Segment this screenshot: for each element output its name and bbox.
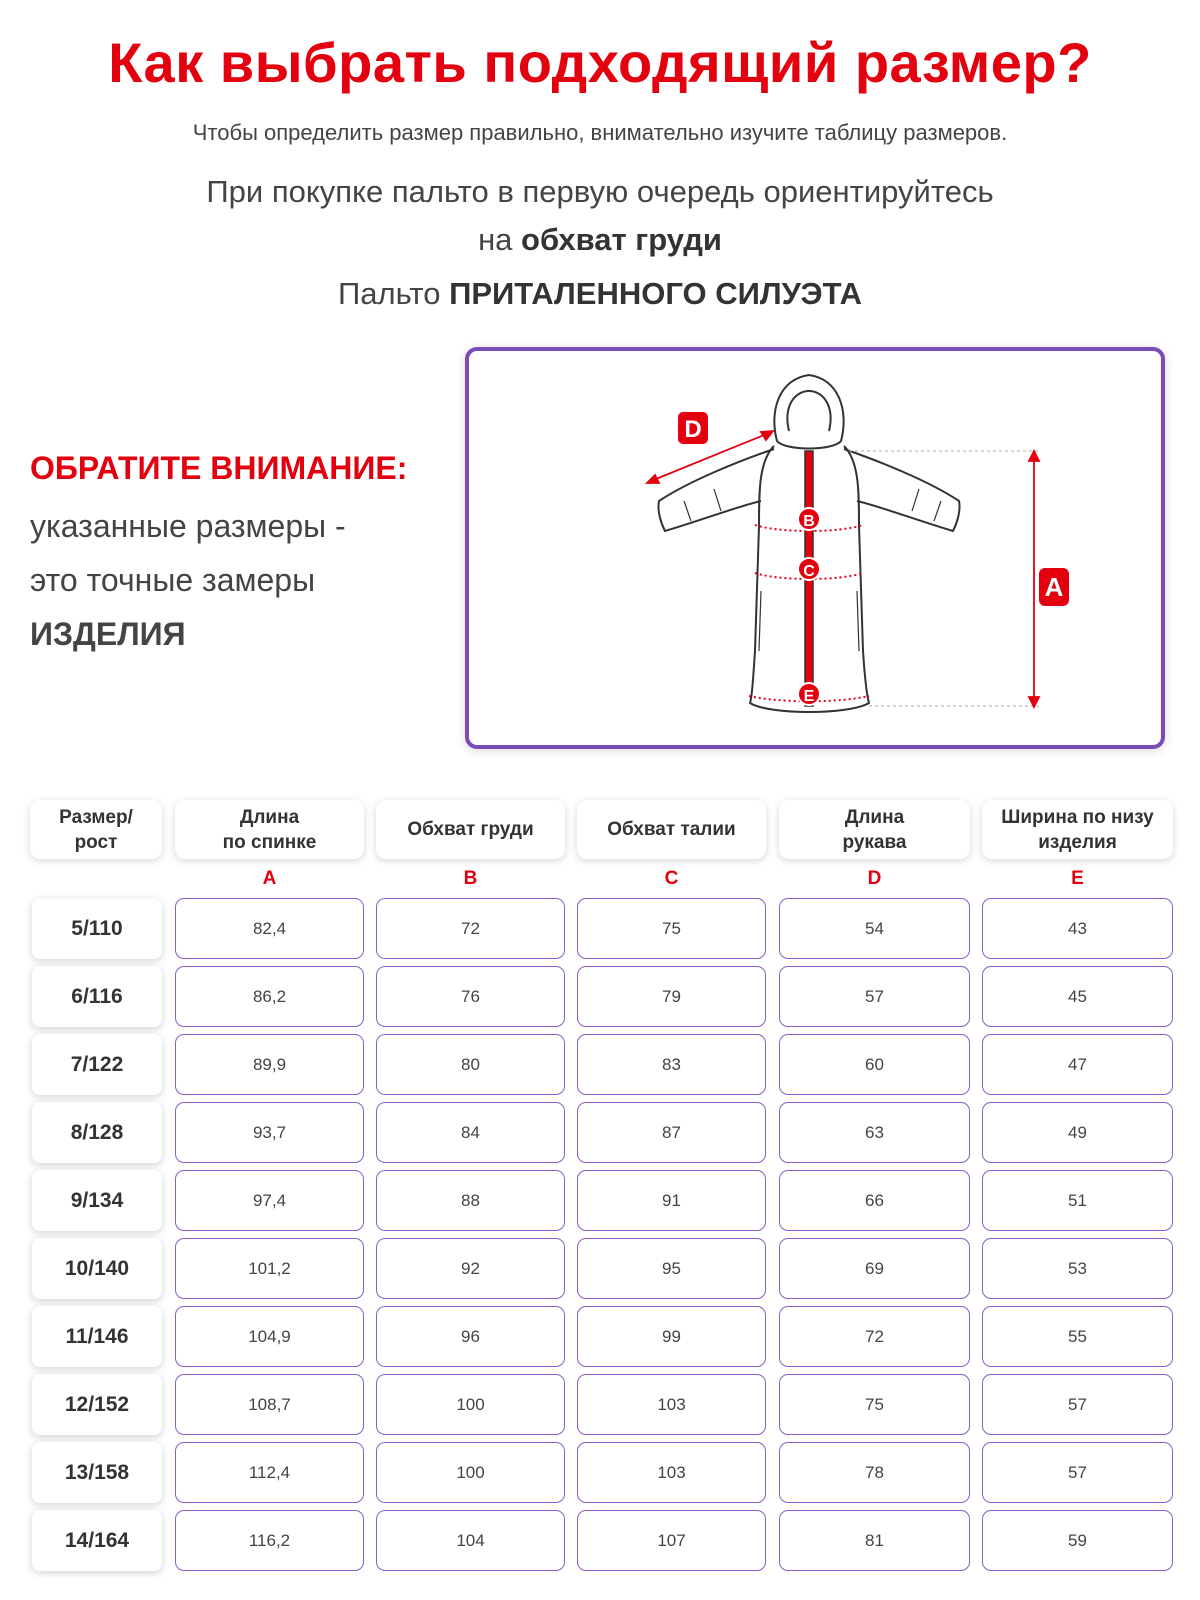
note-line-2: это точные замеры bbox=[30, 562, 316, 598]
table-cell: 95 bbox=[577, 1238, 766, 1299]
table-cell: 72 bbox=[779, 1306, 970, 1367]
note-line-1: указанные размеры - bbox=[30, 508, 346, 544]
badge-c-label: C bbox=[803, 563, 815, 580]
size-cell: 12/152 bbox=[32, 1374, 162, 1435]
table-cell: 49 bbox=[982, 1102, 1173, 1163]
table-cell: 82,4 bbox=[175, 898, 364, 959]
table-cell: 63 bbox=[779, 1102, 970, 1163]
header-size-line1: Размер/ bbox=[59, 806, 133, 828]
table-cell: 99 bbox=[577, 1306, 766, 1367]
header-size-line2: рост bbox=[74, 831, 118, 853]
size-cell: 8/128 bbox=[32, 1102, 162, 1163]
table-cell: 59 bbox=[982, 1510, 1173, 1571]
size-cell: 11/146 bbox=[32, 1306, 162, 1367]
size-cell: 6/116 bbox=[32, 966, 162, 1027]
table-cell: 51 bbox=[982, 1170, 1173, 1231]
fit-hint-bold: ПРИТАЛЕННОГО СИЛУЭТА bbox=[449, 276, 862, 311]
table-cell: 75 bbox=[779, 1374, 970, 1435]
table-cell: 116,2 bbox=[175, 1510, 364, 1571]
chest-hint-bold: обхват груди bbox=[521, 222, 722, 257]
table-cell: 80 bbox=[376, 1034, 565, 1095]
table-cell: 112,4 bbox=[175, 1442, 364, 1503]
table-cell: 101,2 bbox=[175, 1238, 364, 1299]
table-cell: 89,9 bbox=[175, 1034, 364, 1095]
table-cell: 88 bbox=[376, 1170, 565, 1231]
fit-hint bbox=[0, 276, 1200, 312]
header-size bbox=[30, 800, 162, 859]
table-cell: 79 bbox=[577, 966, 766, 1027]
letter-c: C bbox=[664, 868, 679, 889]
table-cell: 78 bbox=[779, 1442, 970, 1503]
chest-hint bbox=[0, 168, 1200, 264]
header-chest bbox=[376, 800, 565, 859]
table-cell: 86,2 bbox=[175, 966, 364, 1027]
table-cell: 103 bbox=[577, 1374, 766, 1435]
size-cell: 10/140 bbox=[32, 1238, 162, 1299]
table-cell: 53 bbox=[982, 1238, 1173, 1299]
badge-e-label: E bbox=[803, 688, 815, 705]
header-hem-width-line2: изделия bbox=[1038, 831, 1117, 853]
table-cell: 81 bbox=[779, 1510, 970, 1571]
header-chest-line1: Обхват груди bbox=[407, 819, 534, 840]
letter-e: E bbox=[1071, 868, 1084, 889]
table-cell: 93,7 bbox=[175, 1102, 364, 1163]
table-cell: 43 bbox=[982, 898, 1173, 959]
badge-d-label: D bbox=[684, 416, 702, 443]
header-sleeve-line2: рукава bbox=[842, 831, 907, 853]
table-cell: 104,9 bbox=[175, 1306, 364, 1367]
table-cell: 96 bbox=[376, 1306, 565, 1367]
table-cell: 91 bbox=[577, 1170, 766, 1231]
size-cell: 9/134 bbox=[32, 1170, 162, 1231]
table-cell: 92 bbox=[376, 1238, 565, 1299]
table-cell: 57 bbox=[982, 1374, 1173, 1435]
letter-d: D bbox=[867, 868, 882, 889]
table-cell: 87 bbox=[577, 1102, 766, 1163]
table-cell: 97,4 bbox=[175, 1170, 364, 1231]
table-cell: 84 bbox=[376, 1102, 565, 1163]
letter-b: B bbox=[463, 868, 478, 889]
page-subtitle: Чтобы определить размер правильно, внимательно изучите таблицу размеров. bbox=[192, 120, 1008, 145]
table-cell: 60 bbox=[779, 1034, 970, 1095]
table-cell: 54 bbox=[779, 898, 970, 959]
table-cell: 107 bbox=[577, 1510, 766, 1571]
size-cell: 7/122 bbox=[32, 1034, 162, 1095]
table-cell: 100 bbox=[376, 1374, 565, 1435]
size-cell: 5/110 bbox=[32, 898, 162, 959]
header-waist-line1: Обхват талии bbox=[607, 819, 736, 840]
badge-a-label: A bbox=[1044, 572, 1064, 602]
coat-diagram bbox=[465, 347, 1165, 749]
chest-hint-prefix: на bbox=[478, 222, 522, 257]
table-cell: 103 bbox=[577, 1442, 766, 1503]
header-back-length bbox=[175, 800, 364, 859]
table-cell: 100 bbox=[376, 1442, 565, 1503]
table-cell: 104 bbox=[376, 1510, 565, 1571]
table-cell: 47 bbox=[982, 1034, 1173, 1095]
header-sleeve bbox=[779, 800, 970, 859]
badge-b-label: B bbox=[803, 513, 815, 530]
header-hem-width bbox=[982, 800, 1173, 859]
table-cell: 69 bbox=[779, 1238, 970, 1299]
table-cell: 57 bbox=[982, 1442, 1173, 1503]
letter-a: A bbox=[262, 868, 277, 889]
table-cell: 76 bbox=[376, 966, 565, 1027]
page-title: Как выбрать подходящий размер? bbox=[108, 31, 1092, 94]
header-hem-width-line1: Ширина по низу bbox=[1001, 806, 1154, 828]
header-back-length-line1: Длина bbox=[239, 806, 300, 828]
coat-diagram-svg bbox=[469, 351, 1161, 745]
table-cell: 75 bbox=[577, 898, 766, 959]
measure-a bbox=[1029, 451, 1039, 707]
fit-hint-prefix: Пальто bbox=[338, 276, 450, 311]
note-line-3: ИЗДЕЛИЯ bbox=[30, 616, 186, 652]
table-cell: 66 bbox=[779, 1170, 970, 1231]
chest-hint-line2 bbox=[0, 216, 1200, 264]
header-waist bbox=[577, 800, 766, 859]
table-cell: 45 bbox=[982, 966, 1173, 1027]
table-cell: 55 bbox=[982, 1306, 1173, 1367]
header-back-length-line2: по спинке bbox=[222, 831, 317, 853]
chest-hint-line1: При покупке пальто в первую очередь ориентируйтесь bbox=[206, 174, 994, 209]
table-cell: 83 bbox=[577, 1034, 766, 1095]
table-cell: 108,7 bbox=[175, 1374, 364, 1435]
size-cell: 14/164 bbox=[32, 1510, 162, 1571]
note-heading: ОБРАТИТЕ ВНИМАНИЕ: bbox=[30, 450, 408, 486]
table-cell: 72 bbox=[376, 898, 565, 959]
size-cell: 13/158 bbox=[32, 1442, 162, 1503]
header-sleeve-line1: Длина bbox=[844, 806, 905, 828]
table-cell: 57 bbox=[779, 966, 970, 1027]
